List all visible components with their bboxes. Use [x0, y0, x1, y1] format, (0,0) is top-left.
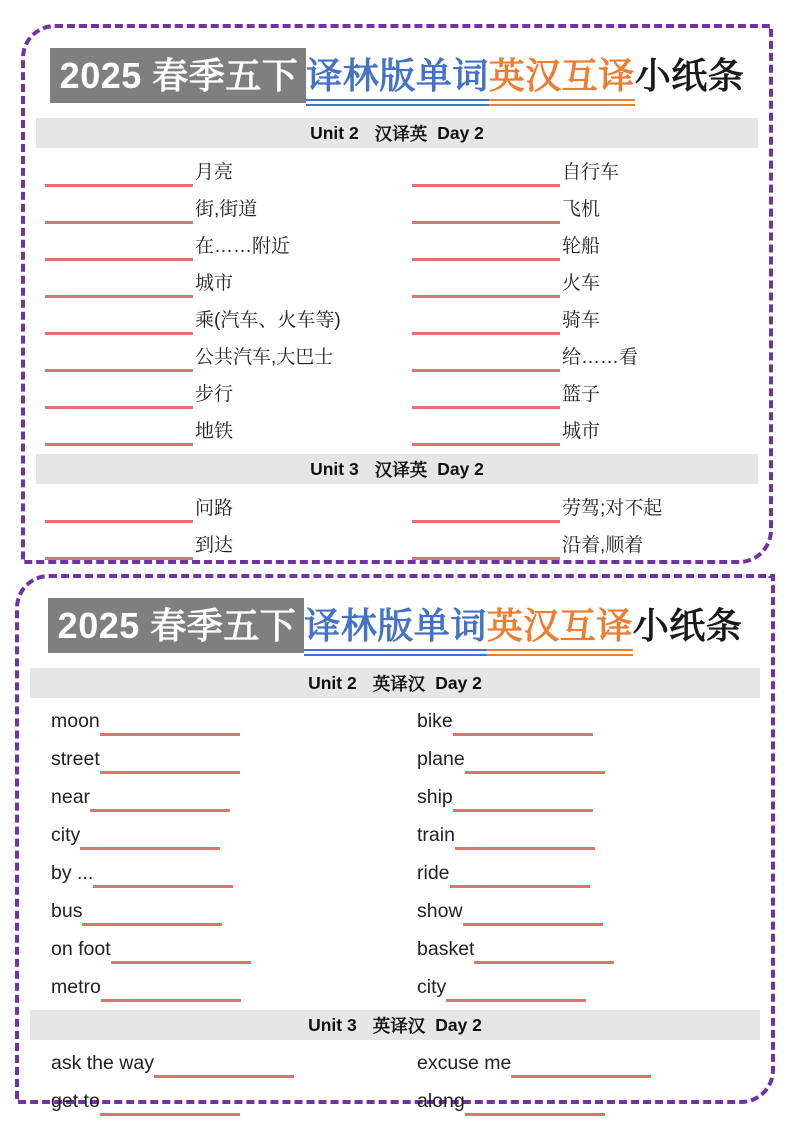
- chinese-prompt: 沿着,顺着: [562, 535, 644, 556]
- english-prompt: city: [417, 976, 447, 998]
- chinese-prompt: 地铁: [195, 421, 234, 442]
- chinese-prompt: 骑车: [562, 310, 601, 331]
- vocab-cell: [19, 928, 405, 966]
- chinese-prompt: 轮船: [562, 236, 601, 257]
- vocab-cell: [402, 150, 769, 187]
- vocab-cell: [402, 187, 769, 224]
- english-prompt: get to: [51, 1090, 100, 1112]
- vocab-cell: [402, 335, 769, 372]
- day-label: Day 2: [435, 1014, 482, 1035]
- vocab-cell: [25, 150, 402, 187]
- answer-blank-line: [80, 847, 220, 850]
- vocab-row: [25, 224, 769, 261]
- unit-label: Unit 3: [310, 458, 359, 479]
- vocab-cell: [19, 738, 405, 776]
- answer-blank-line: [100, 1113, 240, 1116]
- vocab-cell: [405, 1042, 771, 1080]
- vocab-cell: [25, 372, 402, 409]
- english-prompt: bus: [51, 900, 83, 922]
- answer-blank-line: [446, 999, 586, 1002]
- english-prompt: ride: [417, 862, 450, 884]
- vocab-row: [19, 1080, 771, 1118]
- vocab-row: [19, 738, 771, 776]
- vocab-cell: [402, 224, 769, 261]
- vocab-row: [19, 1042, 771, 1080]
- vocab-cell: [405, 700, 771, 738]
- vocab-row: [19, 814, 771, 852]
- vocab-cell: [405, 1080, 771, 1118]
- vocab-row: [19, 928, 771, 966]
- vocab-row: [25, 409, 769, 446]
- vocab-row: [25, 486, 769, 523]
- vocab-row: [25, 298, 769, 335]
- vocab-cell: [19, 966, 405, 1004]
- english-prompt: metro: [51, 976, 101, 998]
- answer-blank-line: [45, 557, 193, 560]
- vocab-rows-unit2: [25, 150, 769, 446]
- vocab-row: [19, 776, 771, 814]
- vocab-cell: [402, 261, 769, 298]
- vocab-cell: [405, 776, 771, 814]
- vocab-row: [19, 966, 771, 1004]
- answer-blank-line: [412, 557, 560, 560]
- vocab-cell: [19, 700, 405, 738]
- vocab-cell: [405, 928, 771, 966]
- english-prompt: street: [51, 748, 100, 770]
- english-prompt: train: [417, 824, 455, 846]
- answer-blank-line: [453, 809, 593, 812]
- vocab-cell: [25, 486, 402, 523]
- section-header-unit2: [36, 118, 758, 148]
- mode-label: 汉译英: [374, 123, 428, 144]
- chinese-prompt: 篮子: [562, 384, 601, 405]
- chinese-prompt: 乘(汽车、火车等): [195, 310, 341, 331]
- answer-blank-line: [465, 1113, 605, 1116]
- answer-blank-line: [154, 1075, 294, 1078]
- vocab-cell: [405, 966, 771, 1004]
- chinese-prompt: 公共汽车,大巴士: [195, 347, 334, 368]
- vocab-cell: [402, 523, 769, 560]
- answer-blank-line: [412, 443, 560, 446]
- answer-blank-line: [453, 733, 593, 736]
- vocab-cell: [405, 814, 771, 852]
- vocab-cell: [19, 1080, 405, 1118]
- english-prompt: plane: [417, 748, 465, 770]
- answer-blank-line: [474, 961, 614, 964]
- worksheet-panel-en-to-cn: [15, 574, 775, 1112]
- day-label: Day 2: [437, 458, 484, 479]
- english-prompt: on foot: [51, 938, 111, 960]
- vocab-cell: [405, 852, 771, 890]
- english-prompt: moon: [51, 710, 100, 732]
- vocab-cell: [19, 776, 405, 814]
- chinese-prompt: 自行车: [562, 162, 620, 183]
- answer-blank-line: [90, 809, 230, 812]
- chinese-prompt: 飞机: [562, 199, 601, 220]
- vocab-row: [25, 187, 769, 224]
- vocab-row: [25, 150, 769, 187]
- english-prompt: excuse me: [417, 1052, 512, 1074]
- chinese-prompt: 火车: [562, 273, 601, 294]
- vocab-cell: [405, 738, 771, 776]
- answer-blank-line: [111, 961, 251, 964]
- english-prompt: along: [417, 1090, 465, 1112]
- vocab-row: [19, 890, 771, 928]
- section-header-unit3: [36, 454, 758, 484]
- answer-blank-line: [100, 771, 240, 774]
- unit-label: Unit 2: [310, 122, 359, 143]
- answer-blank-line: [101, 999, 241, 1002]
- section-header-unit2: [30, 668, 760, 698]
- answer-blank-line: [45, 443, 193, 446]
- vocab-rows-unit3: [19, 1042, 771, 1118]
- title-translation-type: 英汉互译: [489, 53, 635, 106]
- vocab-cell: [25, 261, 402, 298]
- answer-blank-line: [511, 1075, 651, 1078]
- english-prompt: basket: [417, 938, 475, 960]
- chinese-prompt: 在……附近: [195, 236, 291, 257]
- vocab-row: [19, 700, 771, 738]
- vocab-row: [25, 372, 769, 409]
- section-header-unit3: [30, 1010, 760, 1040]
- chinese-prompt: 步行: [195, 384, 234, 405]
- vocab-row: [25, 261, 769, 298]
- answer-blank-line: [93, 885, 233, 888]
- vocab-cell: [19, 814, 405, 852]
- vocab-rows-unit3: [25, 486, 769, 560]
- mode-label: 汉译英: [374, 459, 428, 480]
- answer-blank-line: [82, 923, 222, 926]
- english-prompt: bike: [417, 710, 453, 732]
- vocab-cell: [402, 486, 769, 523]
- title-translation-type: 英汉互译: [487, 603, 633, 656]
- title-suffix: 小纸条: [632, 605, 743, 646]
- chinese-prompt: 月亮: [195, 162, 234, 183]
- title-book-edition: 译林版单词: [306, 53, 489, 106]
- vocab-cell: [25, 409, 402, 446]
- vocab-row: [19, 852, 771, 890]
- vocab-cell: [25, 224, 402, 261]
- english-prompt: near: [51, 786, 91, 808]
- vocab-cell: [402, 409, 769, 446]
- vocab-row: [25, 335, 769, 372]
- chinese-prompt: 劳驾;对不起: [562, 498, 663, 519]
- worksheet-title: [19, 598, 771, 656]
- chinese-prompt: 城市: [195, 273, 234, 294]
- title-year-term: 2025 春季五下: [48, 598, 305, 653]
- english-prompt: city: [51, 824, 81, 846]
- unit-label: Unit 3: [308, 1014, 357, 1035]
- answer-blank-line: [450, 885, 590, 888]
- vocab-cell: [19, 1042, 405, 1080]
- title-suffix: 小纸条: [634, 55, 745, 96]
- worksheet-title: [25, 48, 769, 106]
- vocab-cell: [19, 852, 405, 890]
- worksheet-panel-cn-to-en: [21, 24, 773, 564]
- unit-label: Unit 2: [308, 672, 357, 693]
- chinese-prompt: 街,街道: [195, 199, 258, 220]
- answer-blank-line: [455, 847, 595, 850]
- day-label: Day 2: [435, 672, 482, 693]
- answer-blank-line: [463, 923, 603, 926]
- vocab-cell: [402, 372, 769, 409]
- vocab-rows-unit2: [19, 700, 771, 1004]
- vocab-row: [25, 523, 769, 560]
- english-prompt: show: [417, 900, 463, 922]
- chinese-prompt: 问路: [195, 498, 234, 519]
- mode-label: 英译汉: [372, 673, 426, 694]
- chinese-prompt: 城市: [562, 421, 601, 442]
- chinese-prompt: 给……看: [562, 347, 639, 368]
- vocab-cell: [25, 187, 402, 224]
- title-year-term: 2025 春季五下: [50, 48, 307, 103]
- vocab-cell: [25, 298, 402, 335]
- english-prompt: ship: [417, 786, 453, 808]
- chinese-prompt: 到达: [195, 535, 234, 556]
- day-label: Day 2: [437, 122, 484, 143]
- vocab-cell: [19, 890, 405, 928]
- vocab-cell: [402, 298, 769, 335]
- answer-blank-line: [100, 733, 240, 736]
- mode-label: 英译汉: [372, 1015, 426, 1036]
- english-prompt: by ...: [51, 862, 94, 884]
- vocab-cell: [25, 335, 402, 372]
- vocab-cell: [25, 523, 402, 560]
- english-prompt: ask the way: [51, 1052, 154, 1074]
- answer-blank-line: [465, 771, 605, 774]
- vocab-cell: [405, 890, 771, 928]
- title-book-edition: 译林版单词: [304, 603, 487, 656]
